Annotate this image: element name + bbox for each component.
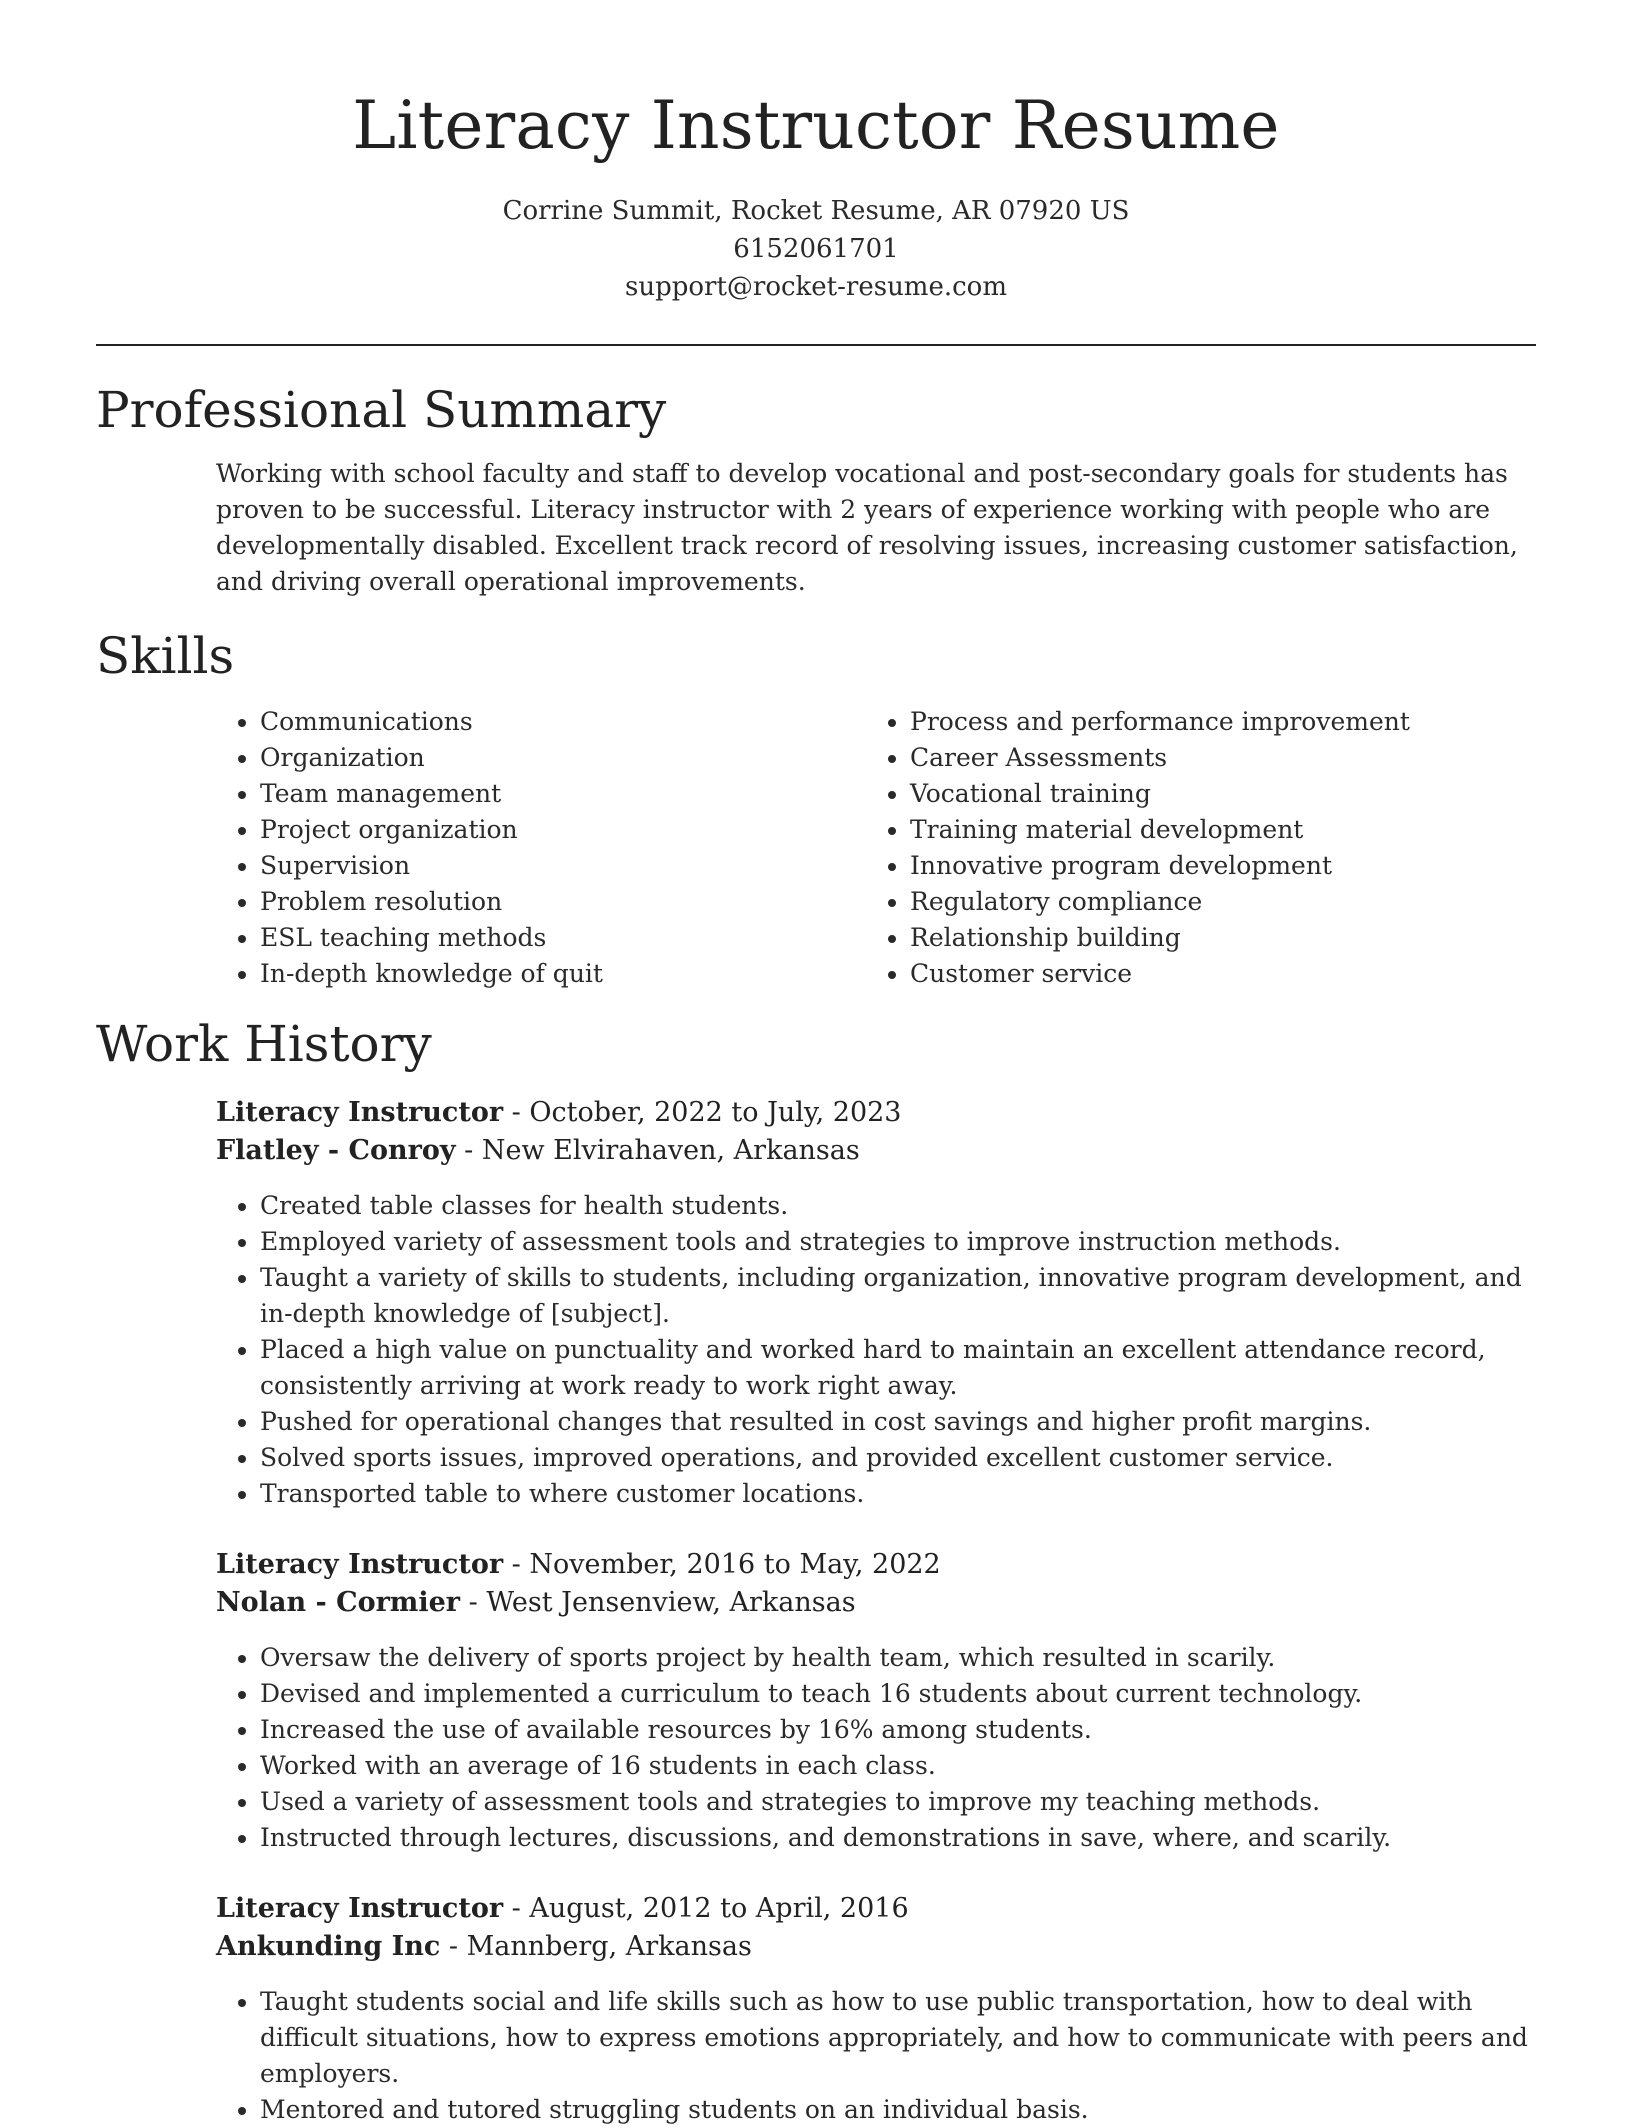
- job-company: Flatley - Conroy: [216, 1135, 456, 1166]
- job-title: Literacy Instructor: [216, 1893, 504, 1924]
- job-bullet: • Worked with an average of 16 students in each class.: [260, 1748, 1536, 1784]
- skills-heading: Skills: [96, 627, 235, 685]
- skills-grid: [216, 704, 1536, 992]
- skill-item: • Customer service: [910, 956, 1516, 992]
- job-bullet: • Instructed through lectures, discussions, and demonstrations in save, where, and scarily.: [260, 1820, 1536, 1856]
- resume-header: [96, 0, 1536, 306]
- job-dates: October, 2022 to July, 2023: [529, 1097, 902, 1128]
- job-separator: -: [503, 1549, 530, 1580]
- job-company: Nolan - Cormier: [216, 1587, 461, 1618]
- job-dates: August, 2012 to April, 2016: [529, 1893, 909, 1924]
- skill-item: • Communications: [260, 704, 866, 740]
- job-company-line: [216, 1132, 1536, 1170]
- job-title-line: [216, 1546, 1536, 1584]
- skill-item: • Training material development: [910, 812, 1516, 848]
- skill-item: • Problem resolution: [260, 884, 866, 920]
- job-location: West Jensenview, Arkansas: [486, 1587, 856, 1618]
- skill-item: • ESL teaching methods: [260, 920, 866, 956]
- job-bullet-list: [216, 1188, 1536, 1512]
- work-history-heading: Work History: [96, 1015, 432, 1073]
- job-company-line: [216, 1584, 1536, 1622]
- job-company-line: [216, 1928, 1536, 1966]
- job-title: Literacy Instructor: [216, 1549, 504, 1580]
- job-entry: [216, 1094, 1536, 1512]
- summary-heading: Professional Summary: [96, 381, 667, 439]
- skill-item: • Supervision: [260, 848, 866, 884]
- job-bullet: • Created table classes for health students.: [260, 1188, 1536, 1224]
- job-bullet-list: [216, 1984, 1536, 2128]
- job-separator: -: [503, 1097, 530, 1128]
- job-location: Mannberg, Arkansas: [466, 1931, 752, 1962]
- skill-item: • In-depth knowledge of quit: [260, 956, 866, 992]
- contact-block: [96, 192, 1536, 306]
- job-separator: -: [455, 1135, 482, 1166]
- work-history-section: [96, 1012, 1536, 2128]
- job-title-line: [216, 1890, 1536, 1928]
- skills-column-right: [866, 704, 1516, 992]
- job-bullet: • Pushed for operational changes that resulted in cost savings and higher profit margins.: [260, 1404, 1536, 1440]
- job-separator: -: [440, 1931, 467, 1962]
- skills-column-left: [216, 704, 866, 992]
- contact-phone: 6152061701: [733, 234, 899, 264]
- job-bullet: • Oversaw the delivery of sports project by health team, which resulted in scarily.: [260, 1640, 1536, 1676]
- skill-item: • Project organization: [260, 812, 866, 848]
- skill-item: • Innovative program development: [910, 848, 1516, 884]
- skill-item: • Career Assessments: [910, 740, 1516, 776]
- skill-item: • Regulatory compliance: [910, 884, 1516, 920]
- job-separator: -: [460, 1587, 487, 1618]
- job-bullet-list: [216, 1640, 1536, 1856]
- job-bullet: • Transported table to where customer locations.: [260, 1476, 1536, 1512]
- skills-section: [96, 624, 1536, 992]
- contact-email: support@rocket-resume.com: [624, 272, 1007, 302]
- job-bullet: • Devised and implemented a curriculum to teach 16 students about current technology.: [260, 1676, 1536, 1712]
- job-entry: [216, 1890, 1536, 2128]
- job-dates: November, 2016 to May, 2022: [529, 1549, 941, 1580]
- job-bullet: • Employed variety of assessment tools and strategies to improve instruction methods.: [260, 1224, 1536, 1260]
- job-bullet: • Taught students social and life skills such as how to use public transportation, how to deal with difficult situations, how to express emotions appropriately, and how to communicate with peers and employers.: [260, 1984, 1536, 2092]
- job-bullet: • Taught a variety of skills to students, including organization, innovative program development, and in-depth knowledge of [subject].: [260, 1260, 1536, 1332]
- job-separator: -: [503, 1893, 530, 1924]
- job-bullet: • Solved sports issues, improved operations, and provided excellent customer service.: [260, 1440, 1536, 1476]
- job-bullet: • Used a variety of assessment tools and strategies to improve my teaching methods.: [260, 1784, 1536, 1820]
- skill-item: • Process and performance improvement: [910, 704, 1516, 740]
- summary-text: Working with school faculty and staff to develop vocational and post-secondary goals for students has proven to be successful. Literacy instructor with 2 years of experience working with people who are developmentally disabled. Excellent track record of resolving issues, increasing customer satisfaction, and driving overall operational improvements.: [216, 459, 1518, 596]
- skill-item: • Vocational training: [910, 776, 1516, 812]
- job-title-line: [216, 1094, 1536, 1132]
- summary-section: [96, 378, 1536, 600]
- job-bullet: • Increased the use of available resources by 16% among students.: [260, 1712, 1536, 1748]
- job-location: New Elvirahaven, Arkansas: [481, 1135, 860, 1166]
- job-company: Ankunding Inc: [216, 1931, 441, 1962]
- skill-item: • Team management: [260, 776, 866, 812]
- skill-item: • Organization: [260, 740, 866, 776]
- contact-address: Corrine Summit, Rocket Resume, AR 07920 US: [502, 196, 1130, 226]
- job-bullet: • Mentored and tutored struggling students on an individual basis.: [260, 2092, 1536, 2128]
- skill-item: • Relationship building: [910, 920, 1516, 956]
- job-entry: [216, 1546, 1536, 1856]
- resume-title: Literacy Instructor Resume: [352, 87, 1280, 164]
- job-title: Literacy Instructor: [216, 1097, 504, 1128]
- job-bullet: • Placed a high value on punctuality and worked hard to maintain an excellent attendance record, consistently arriving at work ready to work right away.: [260, 1332, 1536, 1404]
- header-divider: [96, 344, 1536, 346]
